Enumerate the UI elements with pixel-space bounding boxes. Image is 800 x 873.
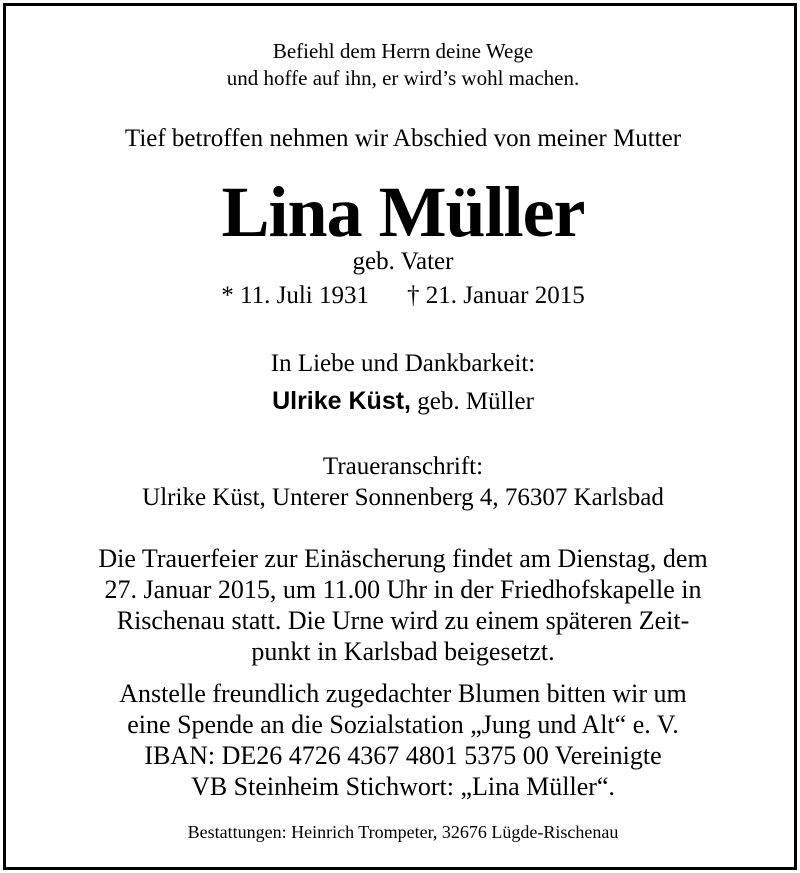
obituary-frame [3, 3, 797, 870]
donation-line-1: Anstelle freundlich zugedachter Blumen bitten wir um [119, 679, 687, 708]
mourner-maiden-name: geb. Müller [417, 388, 534, 415]
birth-date: * 11. Juli 1931 [221, 282, 369, 309]
death-date: † 21. Januar 2015 [406, 282, 585, 309]
ceremony-line-4: punkt in Karlsbad beigesetzt. [251, 637, 555, 666]
ceremony-line-3: Rischenau statt. Die Urne wird zu einem späteren Zeit- [116, 606, 690, 635]
donation-line-2: eine Spende an die Sozialstation „Jung und Alt“ e. V. [127, 710, 679, 739]
undertaker-info: Bestattungen: Heinrich Trompeter, 32676 Lügde-Rischenau [187, 822, 619, 842]
donation-line-3: IBAN: DE26 4726 4367 4801 5375 00 Vereinigte [144, 741, 662, 770]
ceremony-line-2: 27. Januar 2015, um 11.00 Uhr in der Friedhofskapelle in [104, 575, 702, 604]
mourner-name: Ulrike Küst, [272, 387, 412, 415]
motto-line-1: Befiehl dem Herrn deine Wege [272, 39, 534, 63]
address-label: Traueranschrift: [322, 453, 484, 480]
ceremony-line-1: Die Trauerfeier zur Einäscherung findet am Dienstag, dem [98, 544, 708, 573]
life-dates [6, 281, 800, 311]
donation-line-4: VB Steinheim Stichwort: „Lina Müller“. [191, 772, 615, 801]
address-value: Ulrike Küst, Unterer Sonnenberg 4, 76307 Karlsbad [142, 484, 664, 511]
mourners-heading: In Liebe und Dankbarkeit: [270, 350, 536, 377]
mourners-line [6, 386, 800, 417]
intro-text: Tief betroffen nehmen wir Abschied von meiner Mutter [124, 125, 682, 152]
maiden-name: geb. Vater [352, 248, 454, 275]
motto-line-2: und hoffe auf ihn, er wird’s wohl machen. [226, 66, 580, 90]
deceased-name: Lina Müller [221, 172, 585, 252]
